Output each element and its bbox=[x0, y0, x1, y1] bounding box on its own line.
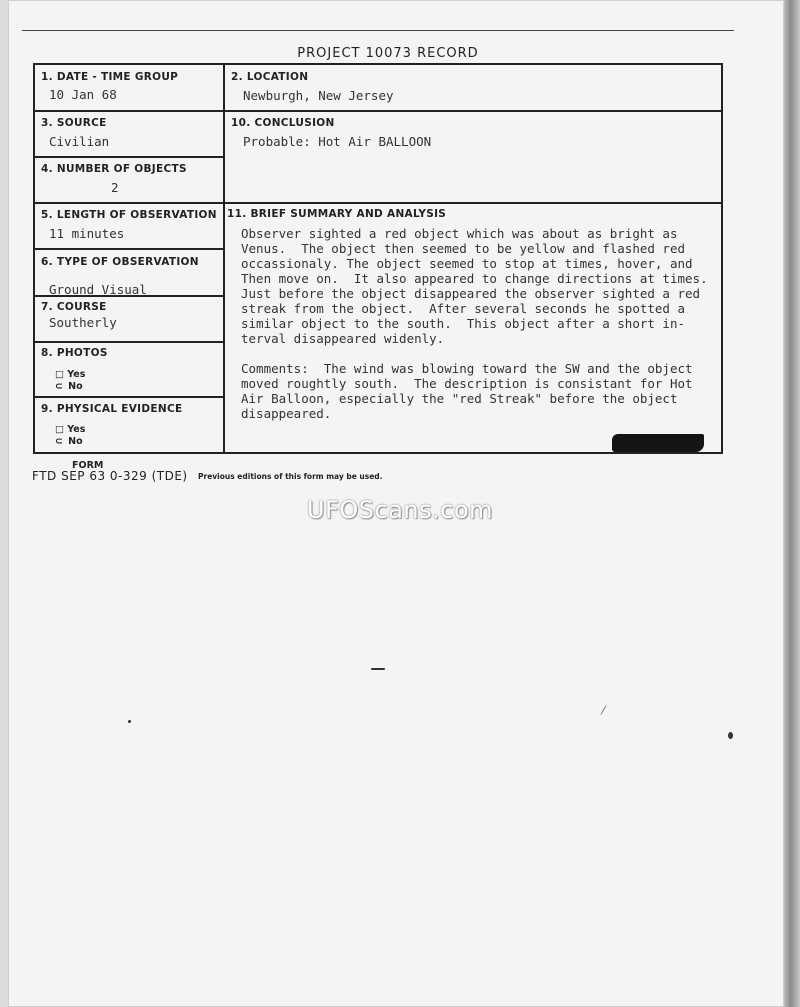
row-divider bbox=[35, 396, 223, 398]
source-value: Civilian bbox=[49, 134, 110, 149]
conclusion-field bbox=[231, 117, 431, 149]
row-divider bbox=[35, 110, 721, 112]
scan-speck bbox=[728, 732, 733, 739]
form-note: Previous editions of this form may be used. bbox=[198, 472, 383, 481]
checked-box-icon: ⊂ bbox=[55, 436, 65, 447]
comment-line: moved roughtly south. The description is consistant for Hot bbox=[241, 376, 693, 391]
checked-box-icon: ⊂ bbox=[55, 381, 65, 392]
watermark: UFOScans.com bbox=[307, 496, 493, 524]
scan-speck bbox=[600, 705, 607, 716]
conclusion-label: 10. CONCLUSION bbox=[231, 117, 335, 129]
date-time-group-field bbox=[41, 71, 178, 102]
course-value: Southerly bbox=[49, 315, 117, 330]
photos-field bbox=[41, 347, 108, 392]
unchecked-box-icon: □ bbox=[55, 369, 64, 380]
summary-line: Observer sighted a red object which was about as bright as bbox=[241, 226, 678, 241]
physical-evidence-no-option bbox=[55, 436, 182, 447]
unchecked-box-icon: □ bbox=[55, 424, 64, 435]
length-of-observation-label: 5. LENGTH OF OBSERVATION bbox=[41, 209, 217, 221]
row-divider bbox=[35, 341, 223, 343]
number-of-objects-field bbox=[41, 163, 187, 195]
type-of-observation-label: 6. TYPE OF OBSERVATION bbox=[41, 256, 199, 268]
physical-evidence-label: 9. PHYSICAL EVIDENCE bbox=[41, 403, 183, 415]
top-rule bbox=[22, 30, 734, 31]
row-divider bbox=[35, 248, 223, 250]
comment-line: disappeared. bbox=[241, 406, 332, 421]
photos-yes-label: Yes bbox=[67, 369, 86, 380]
summary-field bbox=[227, 208, 721, 421]
physical-evidence-yes-option bbox=[55, 424, 182, 435]
date-time-group-label: 1. DATE - TIME GROUP bbox=[41, 71, 179, 83]
row-divider bbox=[35, 156, 223, 158]
comment-line: Comments: The wind was blowing toward the SW and the object bbox=[241, 361, 693, 376]
course-field bbox=[41, 301, 117, 330]
photos-yes-option bbox=[55, 369, 108, 380]
length-of-observation-value: 11 minutes bbox=[49, 226, 125, 241]
form-title: PROJECT 10073 RECORD bbox=[297, 46, 479, 61]
summary-line: Venus. The object then seemed to be yellow and flashed red bbox=[241, 241, 686, 256]
physical-evidence-no-label: No bbox=[68, 436, 83, 447]
length-of-observation-field bbox=[41, 209, 217, 241]
summary-label: 11. BRIEF SUMMARY AND ANALYSIS bbox=[227, 208, 447, 220]
number-of-objects-value: 2 bbox=[111, 180, 119, 195]
conclusion-value: Probable: Hot Air BALLOON bbox=[243, 134, 432, 149]
column-divider bbox=[223, 65, 225, 452]
location-label: 2. LOCATION bbox=[231, 71, 309, 83]
physical-evidence-yes-label: Yes bbox=[67, 424, 86, 435]
summary-line: Then move on. It also appeared to change directions at times. bbox=[241, 271, 708, 286]
photos-label: 8. PHOTOS bbox=[41, 347, 108, 359]
form-id: FTD SEP 63 0-329 (TDE) bbox=[32, 469, 188, 483]
summary-line: streak from the object. After several seconds he spotted a bbox=[241, 301, 686, 316]
summary-text bbox=[241, 226, 721, 346]
source-label: 3. SOURCE bbox=[41, 117, 107, 129]
type-of-observation-value: Ground Visual bbox=[49, 282, 147, 297]
type-of-observation-field bbox=[41, 256, 199, 297]
source-field bbox=[41, 117, 109, 149]
location-field bbox=[231, 71, 394, 103]
physical-evidence-field bbox=[41, 403, 182, 447]
location-value: Newburgh, New Jersey bbox=[243, 88, 394, 103]
photos-no-label: No bbox=[68, 381, 83, 392]
summary-line: similar object to the south. This object after a short in- bbox=[241, 316, 686, 331]
course-label: 7. COURSE bbox=[41, 301, 107, 313]
summary-line: terval disappeared widenly. bbox=[241, 331, 445, 346]
redaction-block bbox=[612, 434, 704, 452]
form-label: FORM bbox=[72, 460, 104, 471]
photos-no-option bbox=[55, 381, 108, 392]
scan-speck bbox=[371, 668, 385, 670]
comment-line: Air Balloon, especially the "red Streak" before the object bbox=[241, 391, 678, 406]
comments-text bbox=[241, 361, 721, 421]
scan-speck bbox=[128, 720, 131, 723]
summary-line: occassionaly. The object seemed to stop at times, hover, and bbox=[241, 256, 693, 271]
date-time-group-value: 10 Jan 68 bbox=[49, 87, 117, 102]
record-form bbox=[33, 63, 723, 454]
number-of-objects-label: 4. NUMBER OF OBJECTS bbox=[41, 163, 187, 175]
summary-line: Just before the object disappeared the observer sighted a red bbox=[241, 286, 701, 301]
row-divider bbox=[35, 202, 721, 204]
